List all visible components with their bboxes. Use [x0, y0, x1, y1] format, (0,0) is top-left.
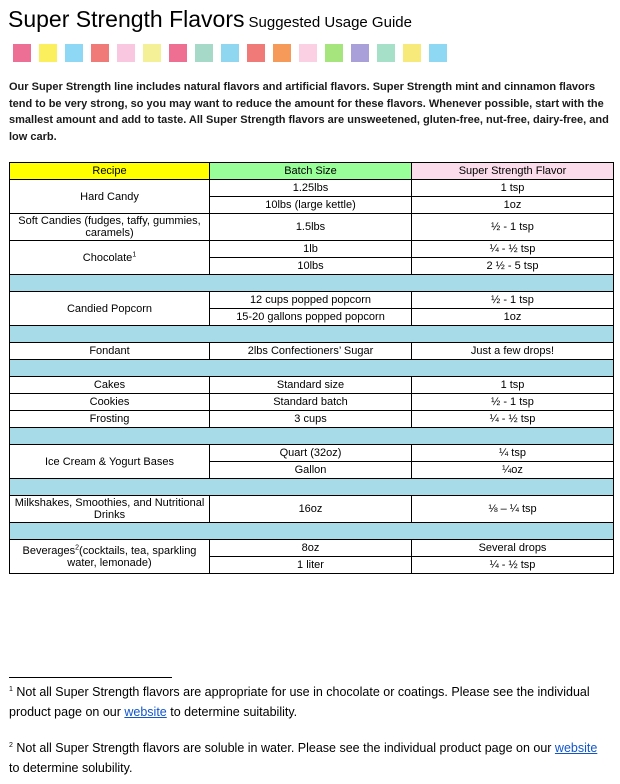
flavor-amount-cell: Several drops	[412, 540, 614, 557]
footnote-1-website-link[interactable]: website	[124, 705, 167, 719]
batch-size-cell: 12 cups popped popcorn	[210, 292, 412, 309]
intro-paragraph: Our Super Strength line includes natural flavors and artificial flavors. Super Strength mint and cinnamon flavors tend to be very strong, so you may want to reduce the amount for these flavors. Whenever possible, start with the smallest amount and add to taste. All Super Strength flavors are unsweetened, gluten-free, nut-free, dairy-free, and low carb.	[9, 81, 609, 143]
table-header-row	[10, 163, 614, 180]
footnote-1	[9, 682, 609, 722]
table-row	[10, 241, 614, 258]
recipe-cell	[10, 394, 210, 411]
batch-size-cell: 2lbs Confectioners’ Sugar	[210, 343, 412, 360]
flavor-amount-cell: ½ - 1 tsp	[412, 394, 614, 411]
flavor-amount-cell: ¼ - ½ tsp	[412, 411, 614, 428]
footnote-divider	[9, 677, 172, 678]
footnote-2-number: 2	[9, 741, 13, 749]
header-recipe: Recipe	[10, 163, 210, 180]
color-swatch	[325, 44, 343, 62]
recipe-cell	[10, 445, 210, 479]
color-swatch	[377, 44, 395, 62]
table-row	[10, 540, 614, 557]
recipe-name: Cookies	[89, 396, 130, 408]
recipe-cell	[10, 496, 210, 523]
recipe-name: Chocolate	[82, 251, 133, 264]
table-spacer-row	[10, 479, 614, 496]
spacer-cell	[10, 326, 614, 343]
batch-size-cell: 1.5lbs	[210, 214, 412, 241]
flavor-amount-cell: ½ - 1 tsp	[412, 292, 614, 309]
title-main: Super Strength Flavors	[8, 6, 245, 32]
recipe-cell	[10, 214, 210, 241]
flavor-amount-cell: ¼ - ½ tsp	[412, 241, 614, 258]
color-swatch	[169, 44, 187, 62]
batch-size-cell: Quart (32oz)	[210, 445, 412, 462]
batch-size-cell: 1.25lbs	[210, 180, 412, 197]
table-spacer-row	[10, 275, 614, 292]
recipe-name: Cakes	[93, 379, 126, 391]
table-row	[10, 343, 614, 360]
table-spacer-row	[10, 326, 614, 343]
color-swatch	[429, 44, 447, 62]
recipe-name: Soft Candies (fudges, taffy, gummies, caramels)	[18, 215, 201, 239]
batch-size-cell: Standard size	[210, 377, 412, 394]
batch-size-cell: 15-20 gallons popped popcorn	[210, 309, 412, 326]
batch-size-cell: 8oz	[210, 540, 412, 557]
spacer-cell	[10, 428, 614, 445]
recipe-name: Beverages	[22, 544, 76, 557]
batch-size-cell: 1 liter	[210, 557, 412, 574]
page-title	[8, 6, 412, 33]
footnote-2-text-end: to determine solubility.	[9, 761, 133, 775]
footnote-1-number: 1	[9, 685, 13, 693]
batch-size-cell: 10lbs (large kettle)	[210, 197, 412, 214]
recipe-cell	[10, 180, 210, 214]
recipe-cell	[10, 343, 210, 360]
flavor-amount-cell: ¼ - ½ tsp	[412, 557, 614, 574]
table-spacer-row	[10, 523, 614, 540]
table-row	[10, 377, 614, 394]
table-body	[10, 180, 614, 574]
table-row	[10, 445, 614, 462]
flavor-amount-cell: Just a few drops!	[412, 343, 614, 360]
table-row	[10, 214, 614, 241]
footnote-2-website-link[interactable]: website	[554, 741, 598, 755]
color-swatch	[39, 44, 57, 62]
color-swatch	[117, 44, 135, 62]
flavor-amount-cell: 1 tsp	[412, 180, 614, 197]
color-swatch	[91, 44, 109, 62]
footnote-2-text: Not all Super Strength flavors are soluble in water. Please see the individual product page on our	[16, 741, 555, 755]
title-subtitle: Suggested Usage Guide	[248, 14, 412, 31]
flavor-amount-cell: 1oz	[412, 197, 614, 214]
recipe-name: Fondant	[89, 345, 130, 357]
batch-size-cell: 10lbs	[210, 258, 412, 275]
recipe-name: Ice Cream & Yogurt Bases	[44, 455, 174, 468]
table-row	[10, 292, 614, 309]
batch-size-cell: 16oz	[210, 496, 412, 523]
color-swatch	[273, 44, 291, 62]
footnote-2	[9, 738, 609, 778]
spacer-cell	[10, 360, 614, 377]
color-swatch-strip	[13, 44, 447, 62]
table-row	[10, 411, 614, 428]
spacer-cell	[10, 479, 614, 496]
batch-size-cell: 3 cups	[210, 411, 412, 428]
color-swatch	[247, 44, 265, 62]
color-swatch	[299, 44, 317, 62]
recipe-name: Frosting	[89, 413, 130, 425]
color-swatch	[221, 44, 239, 62]
footnote-1-text: Not all Super Strength flavors are appropriate for use in chocolate or coatings. Please see the individual product page on our	[9, 685, 590, 719]
table-row	[10, 496, 614, 523]
batch-size-cell: 1lb	[210, 241, 412, 258]
flavor-amount-cell: ½ - 1 tsp	[412, 214, 614, 241]
flavor-amount-cell: 1oz	[412, 309, 614, 326]
recipe-name: Candied Popcorn	[66, 302, 152, 315]
footnote-1-text-end: to determine suitability.	[166, 705, 298, 719]
header-batch-size: Batch Size	[210, 163, 412, 180]
flavor-amount-cell: 2 ½ - 5 tsp	[412, 258, 614, 275]
header-flavor: Super Strength Flavor	[412, 163, 614, 180]
spacer-cell	[10, 275, 614, 292]
flavor-amount-cell: 1 tsp	[412, 377, 614, 394]
table-spacer-row	[10, 428, 614, 445]
color-swatch	[65, 44, 83, 62]
flavor-amount-cell: ¼ tsp	[412, 445, 614, 462]
recipe-name-detail: (cocktails, tea, sparkling water, lemonade)	[67, 544, 197, 569]
footnote-ref: 2	[75, 543, 80, 551]
batch-size-cell: Standard batch	[210, 394, 412, 411]
color-swatch	[351, 44, 369, 62]
color-swatch	[13, 44, 31, 62]
batch-size-cell: Gallon	[210, 462, 412, 479]
recipe-cell	[10, 540, 210, 574]
usage-table	[9, 162, 614, 574]
footnote-ref: 1	[132, 250, 137, 258]
color-swatch	[403, 44, 421, 62]
recipe-name: Hard Candy	[80, 190, 139, 203]
recipe-cell	[10, 411, 210, 428]
recipe-name: Milkshakes, Smoothies, and Nutritional Drinks	[14, 497, 205, 521]
color-swatch	[195, 44, 213, 62]
recipe-cell	[10, 377, 210, 394]
recipe-cell	[10, 292, 210, 326]
recipe-cell	[10, 241, 210, 275]
flavor-amount-cell: ⅛ – ¼ tsp	[412, 496, 614, 523]
table-row	[10, 180, 614, 197]
table-row	[10, 394, 614, 411]
flavor-amount-cell: ¼oz	[412, 462, 614, 479]
spacer-cell	[10, 523, 614, 540]
table-spacer-row	[10, 360, 614, 377]
color-swatch	[143, 44, 161, 62]
